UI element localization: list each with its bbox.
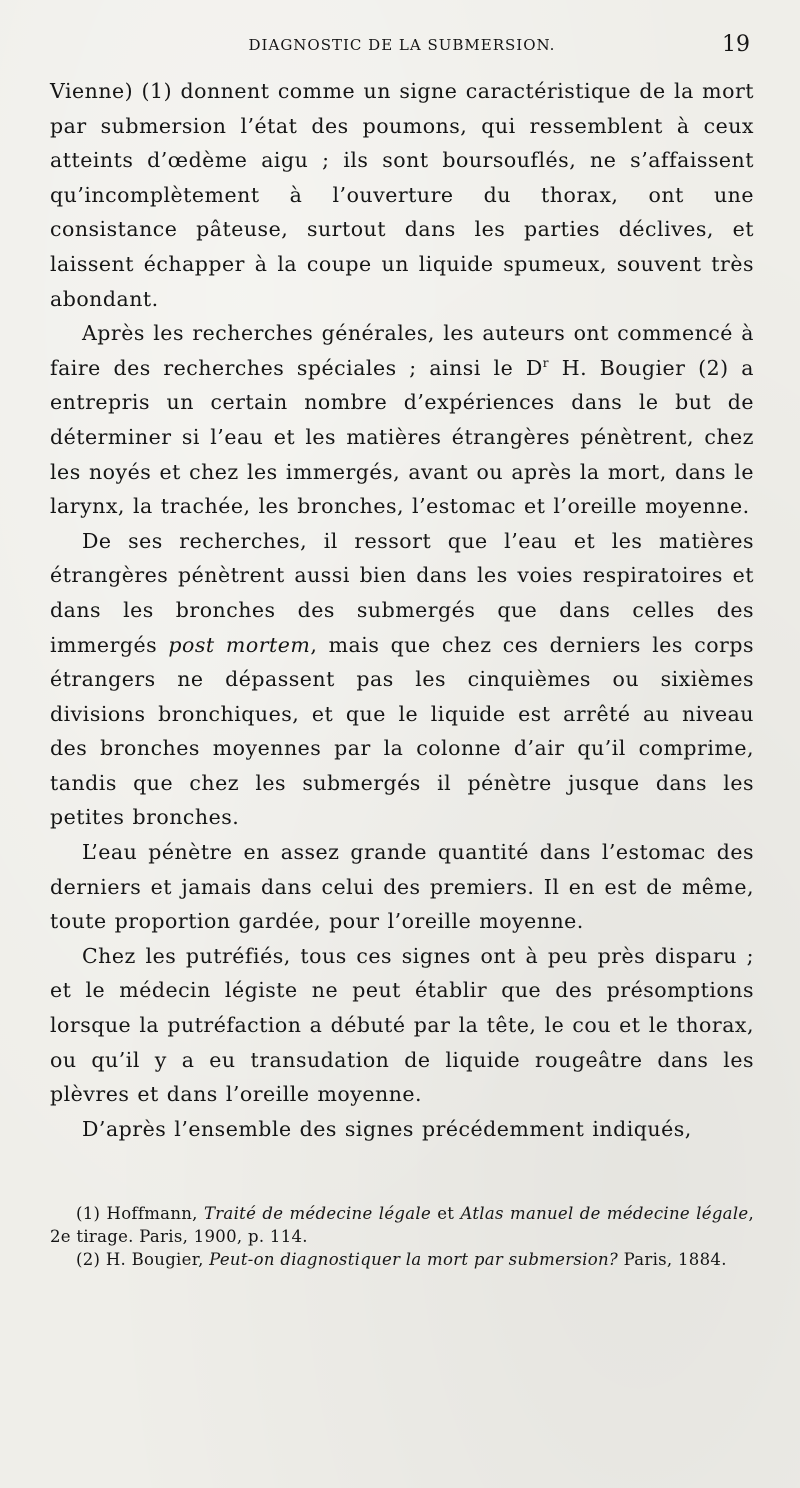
footnote-1-title1: Traité de médecine légale xyxy=(203,1204,432,1224)
paragraph-3-text-before: De ses recherches, il ressort que l’eau et les matières étrangères pénètrent aussi bien dans les voies respiratoires et dans les bronches des submergés que dans celles des immergés xyxy=(50,528,754,657)
paragraph-5-text: Chez les putréfiés, tous ces signes ont à peu près disparu ; et le médecin légiste ne peut établir que des présomptions lorsque la putréfaction a débuté par la tête, le cou et le thorax, ou qu’il y a eu transudation de liquide rougeâtre dans les plèvres et dans l’oreille moyenne. xyxy=(50,943,754,1107)
footnote-1-rest: , 2e tirage. Paris, 1900, p. 114. xyxy=(50,1204,755,1247)
footnote-2-title1: Peut-on diagnostiquer la mort par submersion? xyxy=(209,1250,619,1270)
paragraph-2 xyxy=(50,316,754,524)
body-text xyxy=(50,74,754,1146)
paragraph-3-italic-term: post mortem xyxy=(168,632,311,657)
paragraph-2-text-after: H. Bougier (2) a entrepris un certain nombre d’expériences dans le but de déterminer si l’eau et les matières étrangères pénètrent, chez les noyés et chez les immergés, avant ou après la mort, dans le larynx, la trachée, les bronches, l’estomac et l’oreille moyenne. xyxy=(50,355,754,519)
page-number: 19 xyxy=(722,32,750,57)
footnote-1 xyxy=(50,1202,754,1248)
footnotes xyxy=(50,1202,754,1271)
doctor-abbrev-superscript: r xyxy=(542,355,550,370)
paragraph-3 xyxy=(50,524,754,835)
paragraph-3-text-after: , mais que chez ces derniers les corps étrangers ne dépassent pas les cinquièmes ou sixièmes divisions bronchiques, et que le liquide est arrêté au niveau des bronches moyennes par la colonne d’air qu’il comprime, tandis que chez les submergés il pénètre jusque dans les petites bronches. xyxy=(50,632,754,830)
running-title: DIAGNOSTIC DE LA SUBMERSION. xyxy=(248,36,556,54)
footnote-separator xyxy=(50,1146,754,1202)
footnote-1-title2: Atlas manuel de médecine légale xyxy=(460,1204,749,1224)
paragraph-1 xyxy=(50,74,754,316)
paragraph-1-text: Vienne) (1) donnent comme un signe caractéristique de la mort par submersion l’état des poumons, qui ressemblent à ceux atteints d’œdème aigu ; ils sont boursouflés, ne s’affaissent qu’incomplètement à l’ouverture du thorax, ont une consistance pâteuse, surtout dans les parties déclives, et laissent échapper à la coupe un liquide spumeux, souvent très abondant. xyxy=(50,79,754,311)
footnote-1-connector: et xyxy=(431,1204,461,1224)
footnote-2-rest: Paris, 1884. xyxy=(618,1250,727,1270)
footnote-1-marker: (1) xyxy=(76,1204,101,1224)
paragraph-6 xyxy=(50,1112,754,1147)
paragraph-5 xyxy=(50,939,754,1112)
paragraph-6-text: D’après l’ensemble des signes précédemment indiqués, xyxy=(82,1116,692,1141)
footnote-2-author: H. Bougier, xyxy=(105,1250,210,1270)
paragraph-2-text-before: Après les recherches générales, les auteurs ont commencé à faire des recherches spéciales ; ainsi le D xyxy=(50,321,754,380)
footnote-2-marker: (2) xyxy=(76,1250,101,1270)
footnote-1-author: Hoffmann, xyxy=(106,1204,204,1224)
running-head xyxy=(50,32,754,62)
footnote-2 xyxy=(50,1248,754,1271)
paragraph-4 xyxy=(50,835,754,939)
paragraph-4-text: L’eau pénètre en assez grande quantité dans l’estomac des derniers et jamais dans celui des premiers. Il en est de même, toute proportion gardée, pour l’oreille moyenne. xyxy=(50,840,754,934)
